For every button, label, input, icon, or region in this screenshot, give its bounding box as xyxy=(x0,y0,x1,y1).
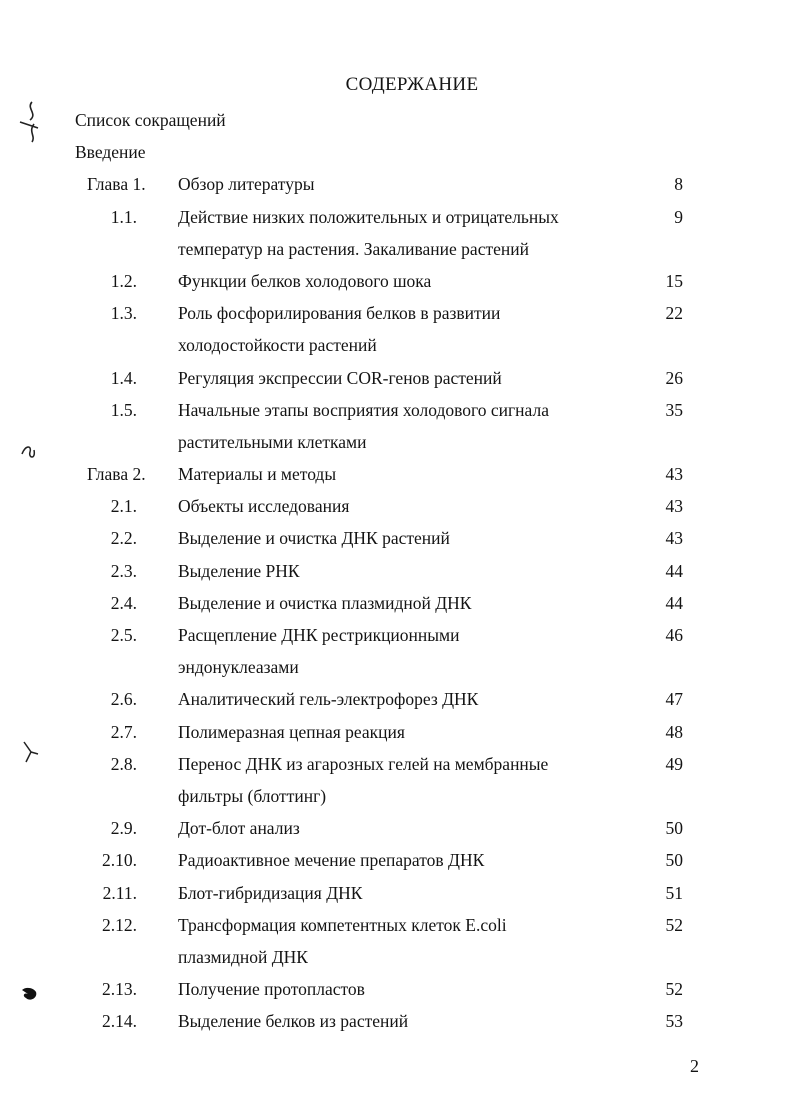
toc-page: 46 xyxy=(665,625,683,645)
toc-text: Действие низких положительных и отрицательных xyxy=(178,206,559,227)
toc-row xyxy=(0,780,793,812)
toc-row xyxy=(0,426,793,458)
toc-text: Радиоактивное мечение препаратов ДНК xyxy=(178,850,485,871)
toc-row xyxy=(0,297,793,329)
toc-row xyxy=(0,587,793,619)
toc-number: 1.4. xyxy=(110,367,137,388)
toc-page: 26 xyxy=(665,367,683,388)
toc-text: Начальные этапы восприятия холодового сигнала xyxy=(178,399,549,420)
scan-artifact-mark xyxy=(18,984,40,1004)
toc-row xyxy=(0,265,793,297)
toc-text: Введение xyxy=(75,142,146,163)
toc-number: 2.2. xyxy=(110,528,137,549)
scan-artifact-mark xyxy=(22,740,42,766)
toc-row xyxy=(0,104,793,136)
toc-row xyxy=(0,748,793,780)
toc-row xyxy=(0,941,793,973)
toc-row xyxy=(0,201,793,233)
scan-artifact-mark xyxy=(18,440,40,464)
toc-page: 43 xyxy=(665,496,683,517)
toc-number: Глава 1. xyxy=(87,174,146,195)
toc-text: плазмидной ДНК xyxy=(178,946,308,967)
toc-row xyxy=(0,329,793,361)
toc-text: Выделение РНК xyxy=(178,560,300,581)
toc-page: 53 xyxy=(665,1011,683,1032)
toc-page: 15 xyxy=(665,270,683,291)
toc-number: 1.5. xyxy=(110,399,137,420)
toc-page: 44 xyxy=(665,592,683,613)
toc-row xyxy=(0,555,793,587)
toc-text: Выделение и очистка ДНК растений xyxy=(178,528,450,549)
toc-row xyxy=(0,168,793,200)
toc-page: 50 xyxy=(665,850,683,871)
toc-page: 52 xyxy=(665,914,683,935)
toc-text: Блот-гибридизация ДНК xyxy=(178,882,363,903)
toc-text: эндонуклеазами xyxy=(178,657,299,678)
toc-text: Материалы и методы xyxy=(178,464,337,485)
toc-text: Список сокращений xyxy=(75,110,226,130)
toc-number: 1.2. xyxy=(110,270,137,291)
toc-number: 2.5. xyxy=(110,625,137,645)
page-title: СОДЕРЖАНИЕ xyxy=(345,74,479,95)
toc-row xyxy=(0,716,793,748)
toc-row xyxy=(0,233,793,265)
toc-text: Обзор литературы xyxy=(178,174,315,195)
toc-number: 2.13. xyxy=(102,979,137,1000)
toc-text: Объекты исследования xyxy=(178,496,350,517)
toc-text: Получение протопластов xyxy=(178,979,365,1000)
toc-text: растительными клетками xyxy=(178,431,367,452)
toc-number: 1.3. xyxy=(110,303,137,324)
toc-text: фильтры (блоттинг) xyxy=(178,785,327,806)
toc-row xyxy=(0,522,793,554)
toc-page: 48 xyxy=(665,721,683,742)
toc-number: 2.11. xyxy=(102,882,137,903)
toc-text: Выделение и очистка плазмидной ДНК xyxy=(178,592,472,613)
toc-number: 2.7. xyxy=(110,721,137,742)
toc-page: 35 xyxy=(665,399,683,420)
toc-text: Аналитический гель-электрофорез ДНК xyxy=(178,689,479,710)
toc-page: 22 xyxy=(665,303,683,324)
toc-page: 8 xyxy=(674,174,683,195)
toc-number: 2.12. xyxy=(102,914,137,935)
toc-page: 51 xyxy=(665,882,683,903)
toc-page: 49 xyxy=(665,753,683,774)
toc-row xyxy=(0,909,793,941)
toc-row xyxy=(0,973,793,1005)
toc-row xyxy=(0,844,793,876)
scan-artifact-mark xyxy=(8,98,48,148)
toc-number: 2.8. xyxy=(110,753,137,774)
toc-page: 52 xyxy=(665,979,683,1000)
toc-row xyxy=(0,458,793,490)
toc-number: 2.10. xyxy=(102,850,137,871)
toc-text: Расщепление ДНК рестрикционными xyxy=(178,625,460,645)
toc-number: 2.4. xyxy=(110,592,137,613)
toc-number: 2.14. xyxy=(102,1011,137,1032)
toc-text: холодостойкости растений xyxy=(178,335,377,356)
page-number: 2 xyxy=(690,1056,699,1076)
toc-page: 44 xyxy=(665,560,683,581)
toc-row xyxy=(0,619,793,651)
toc-text: Трансформация компетентных клеток E.coli xyxy=(178,914,507,935)
toc-number: 2.6. xyxy=(110,689,137,710)
toc-text: Выделение белков из растений xyxy=(178,1011,409,1032)
toc-text: Полимеразная цепная реакция xyxy=(178,721,405,742)
toc-page: 43 xyxy=(665,464,683,485)
toc-number: 2.1. xyxy=(110,496,137,517)
toc-text: температур на растения. Закаливание растений xyxy=(178,238,529,259)
toc-page: 47 xyxy=(665,689,683,710)
toc-number: 1.1. xyxy=(110,206,137,227)
toc-page: 43 xyxy=(665,528,683,549)
toc-text: Перенос ДНК из агарозных гелей на мембранные xyxy=(178,753,549,774)
toc-number: 2.3. xyxy=(110,560,137,581)
toc-row xyxy=(0,362,793,394)
toc-row xyxy=(0,683,793,715)
toc-row xyxy=(0,877,793,909)
toc-row xyxy=(0,490,793,522)
toc-row xyxy=(0,812,793,844)
toc-row xyxy=(0,136,793,168)
table-of-contents xyxy=(0,104,793,1037)
toc-text: Функции белков холодового шока xyxy=(178,270,432,291)
toc-row xyxy=(0,1005,793,1037)
toc-number: 2.9. xyxy=(110,818,137,839)
toc-text: Дот-блот анализ xyxy=(178,818,300,839)
toc-page: 9 xyxy=(674,206,683,227)
toc-number: Глава 2. xyxy=(87,464,146,485)
toc-row xyxy=(0,394,793,426)
toc-page: 50 xyxy=(665,818,683,839)
toc-row xyxy=(0,651,793,683)
toc-text: Регуляция экспрессии COR-генов растений xyxy=(178,367,502,388)
toc-text: Роль фосфорилирования белков в развитии xyxy=(178,303,501,324)
